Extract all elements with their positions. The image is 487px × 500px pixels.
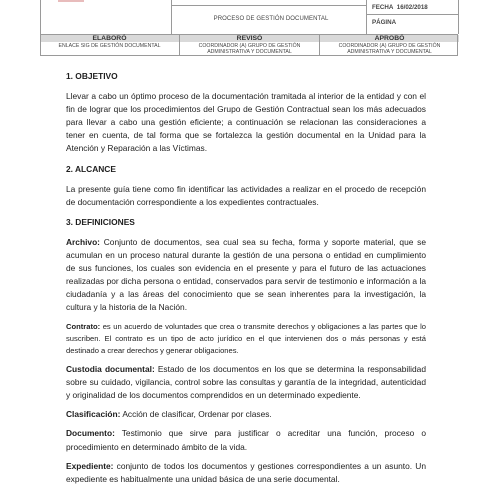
definition-text: Testimonio que sirve para justificar o acreditar una función, proceso o procedimiento en determinado ámbito de la vida.: [66, 428, 426, 452]
signature-who: COORDINADOR (A) GRUPO DE GESTIÓN ADMINISTRATIVA Y DOCUMENTAL: [338, 43, 441, 55]
definition-term: Contrato:: [66, 321, 101, 331]
definition-clasificacion: [66, 408, 426, 421]
signature-elaboro: [40, 35, 179, 56]
definition-documento: [66, 427, 426, 453]
signature-table: [40, 35, 458, 56]
header-divider: [171, 5, 367, 6]
definition-term: Expediente:: [66, 460, 114, 471]
fecha-field: [372, 4, 428, 11]
header-divider: [366, 14, 458, 15]
pagina-label: PÁGINA: [372, 19, 397, 26]
definition-text: es un acuerdo de voluntades que crea o transmite derechos y obligaciones a las partes que lo suscriben. El contrato es un tipo de acto jurídico en el que intervienen dos o más personas y está destinado a crear derechos y generar obligaciones.: [66, 321, 426, 355]
section-heading-alcance: 2. ALCANCE: [66, 163, 116, 174]
table-rule: [40, 35, 41, 56]
process-title: PROCESO DE GESTIÓN DOCUMENTAL: [213, 16, 329, 22]
signature-role: ELABORÓ: [40, 35, 179, 42]
definition-text: Conjunto de documentos, sea cual sea su fecha, forma y soporte material, que se acumulan en un proceso natural durante la gestión de una persona o entidad en cumplimiento de sus funciones, los cuales son evidencia en el presente y para el futuro de las actuaciones realizadas por dicha persona o entidad, conservados para servir de testimonio e información a la ciudadanía y a las áreas del conocimiento que se sean inherentes para la investigación, la cultura y la historia de la Nación.: [66, 236, 426, 313]
definition-term: Archivo:: [66, 236, 100, 247]
table-rule: [457, 35, 458, 56]
logo-fragment: [58, 0, 84, 2]
definition-term: Clasificación:: [66, 409, 121, 420]
signature-aprobo: [320, 35, 459, 56]
definition-contrato: [66, 321, 426, 358]
definition-text: conjunto de todos los documentos y gestiones correspondientes a un asunto. Un expediente es habitualmente una unidad básica de una serie documental.: [66, 460, 426, 484]
signature-who: ENLACE SIG DE GESTIÓN DOCUMENTAL: [58, 43, 161, 49]
fecha-label: FECHA: [372, 4, 394, 11]
section-heading-objetivo: 1. OBJETIVO: [66, 71, 118, 81]
section-heading-definiciones: 3. DEFINICIONES: [66, 216, 135, 227]
signature-who: COORDINADOR (A) GRUPO DE GESTIÓN ADMINISTRATIVA Y DOCUMENTAL: [198, 43, 301, 55]
signature-reviso: [180, 35, 319, 56]
definition-text: Estado de los documentos en los que se determina la responsabilidad sobre su cuidado, vigilancia, control sobre las consultas y garantía de la integridad, autenticidad y originalidad de los documentos comprendidos en un determinado expediente.: [66, 364, 426, 401]
signature-role: APROBÓ: [320, 35, 459, 42]
definition-archivo: [66, 236, 426, 315]
definition-term: Custodia documental:: [66, 364, 155, 375]
header-divider: [458, 0, 459, 34]
definition-custodia: [66, 363, 426, 402]
definition-term: Documento:: [66, 428, 115, 439]
fecha-value: 16/02/2018: [396, 4, 428, 11]
document-body: [66, 70, 426, 486]
definition-expediente: [66, 460, 426, 486]
objetivo-paragraph: Llevar a cabo un óptimo proceso de la documentación tramitada al interior de la entidad y con el fin de lograr que los procedimientos del Grupo de Gestión Contractual sean los más adecuados para llevar a cabo una gestión eficiente; a continuación se relacionan las consideraciones a tener en cuenta, de tal forma que se fortalezca la gestión documental en la Unidad para la Atención y Reparación a las Víctimas.: [66, 91, 426, 154]
alcance-paragraph: La presente guía tiene como fin identificar las actividades a realizar en el procedo de recepción de documentación correspondiente a los expedientes contractuales.: [66, 183, 426, 207]
header-divider: [40, 0, 41, 34]
signature-role: REVISÓ: [180, 35, 319, 42]
definition-text: Acción de clasificar, Ordenar por clases.: [120, 409, 272, 420]
